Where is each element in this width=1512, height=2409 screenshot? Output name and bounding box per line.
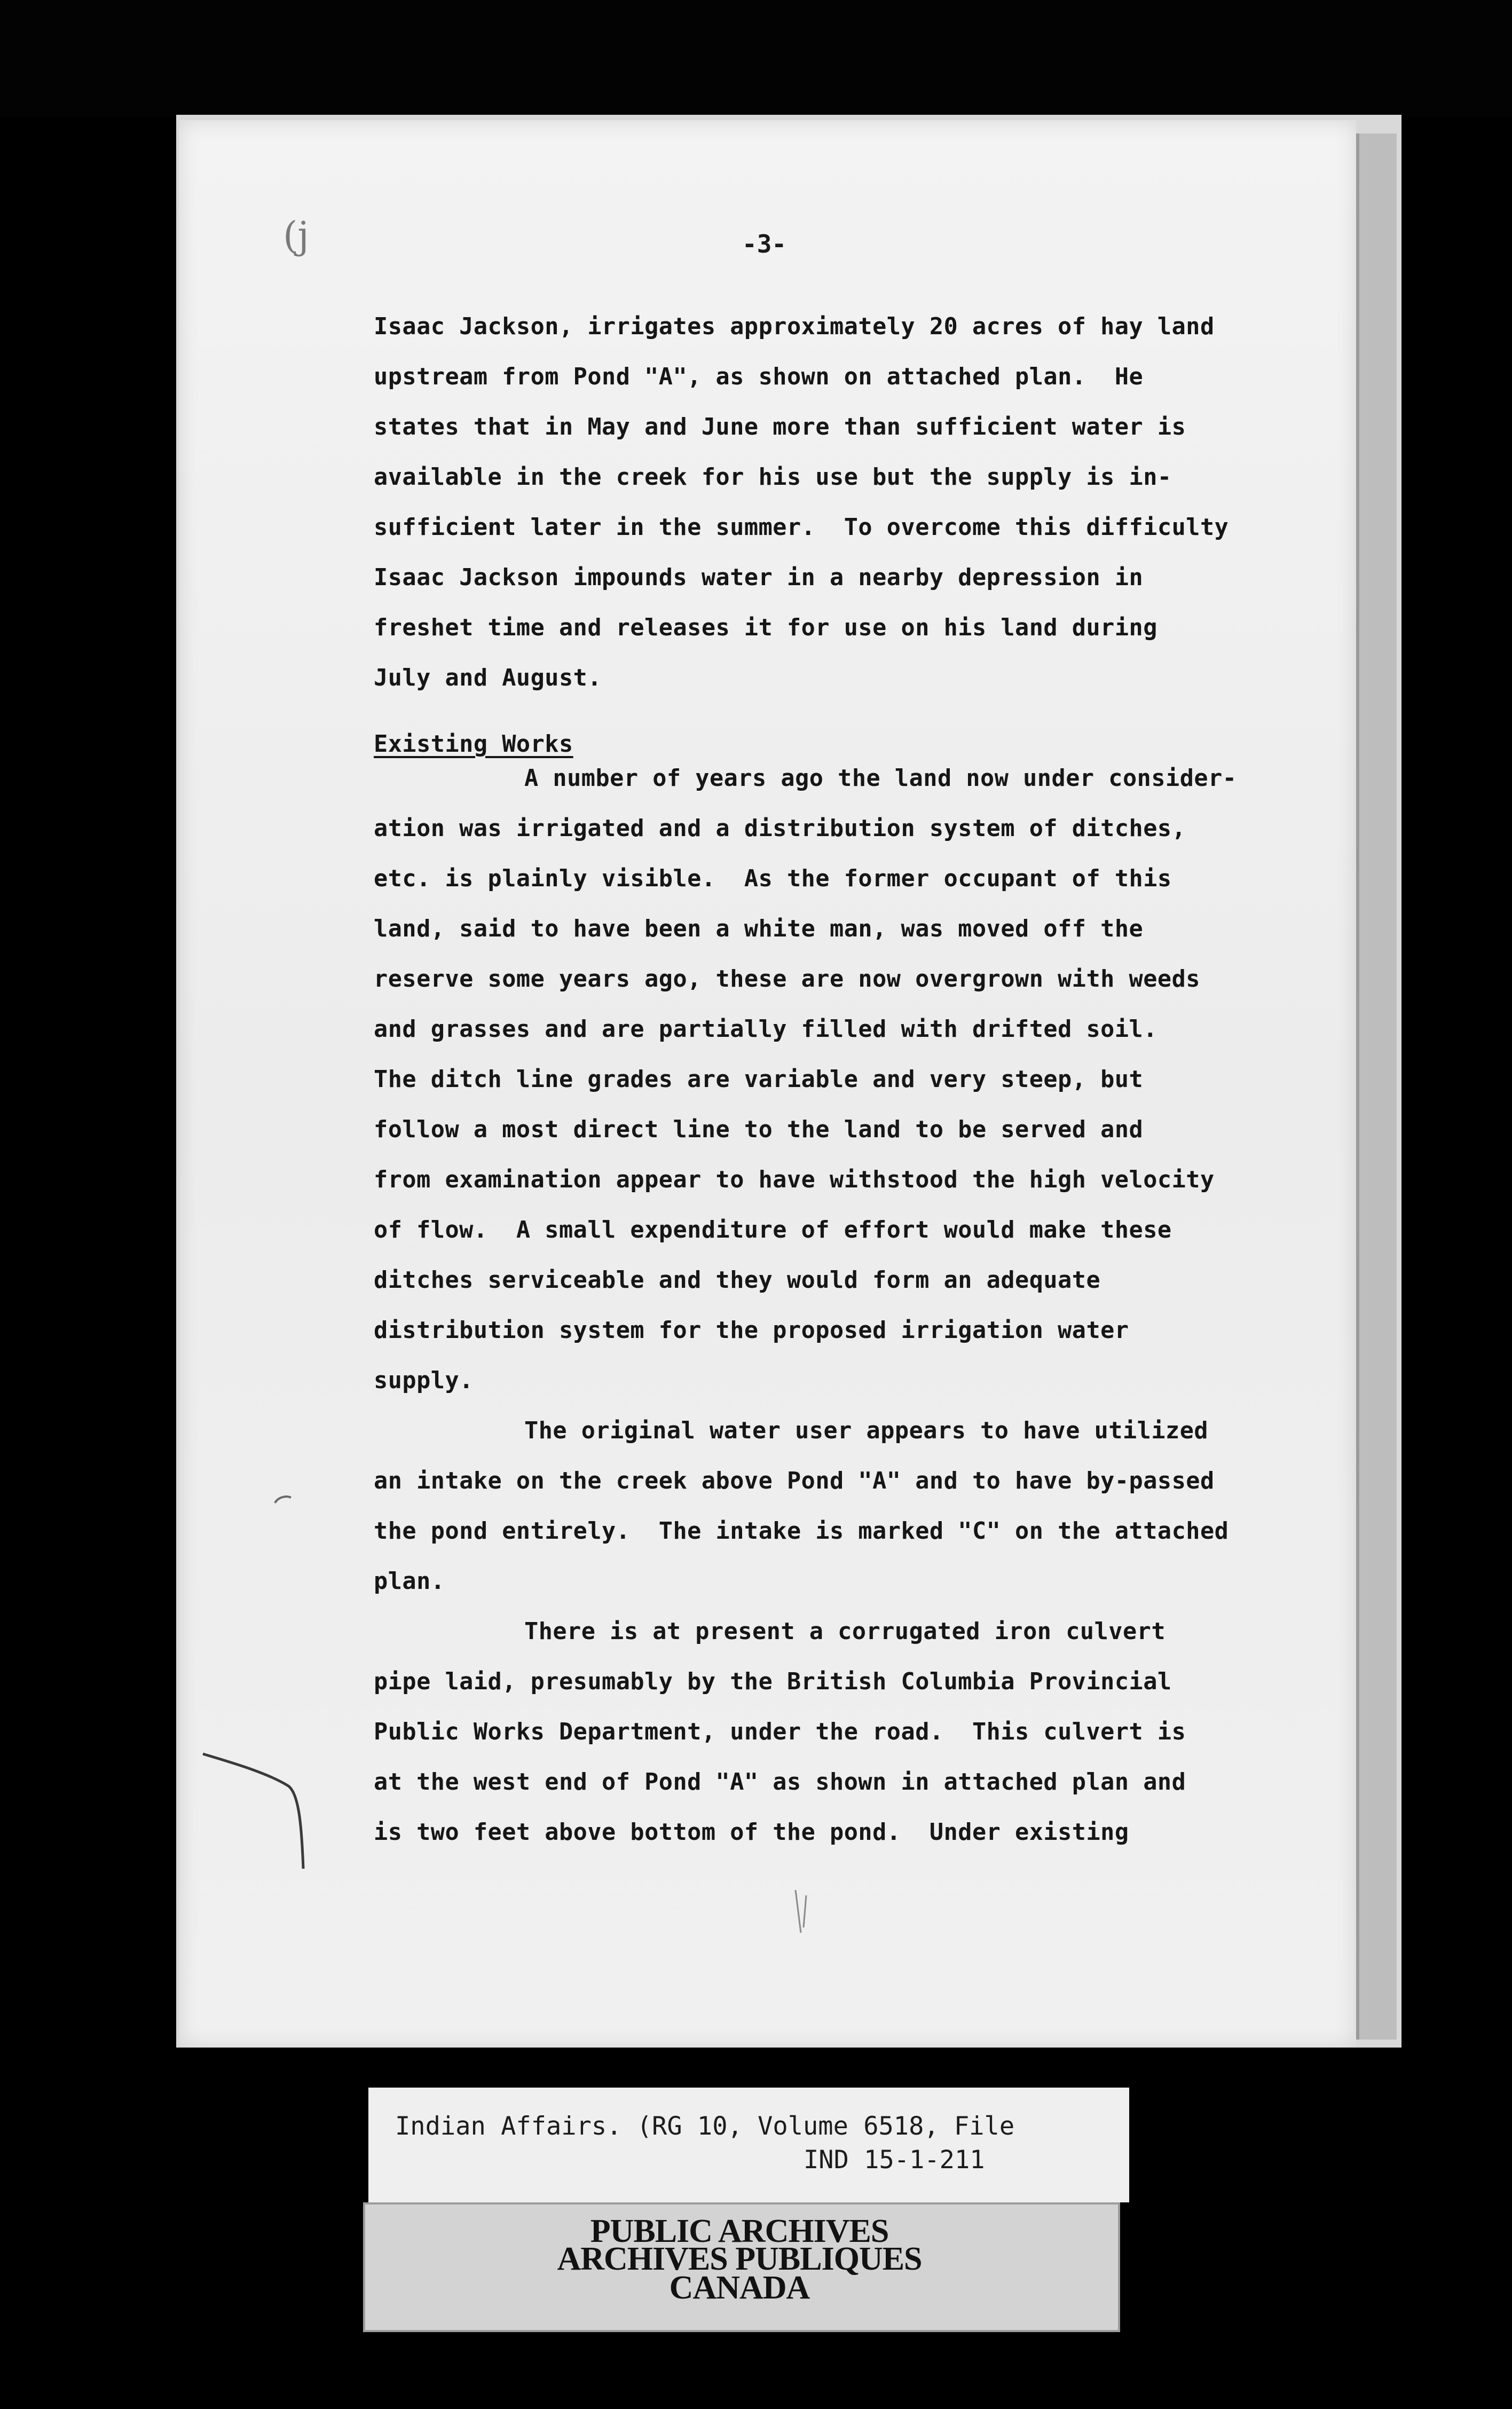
text-line: The ditch line grades are variable and very steep, but: [374, 1066, 1144, 1093]
archive-stamp-line-1: PUBLIC ARCHIVES: [590, 2213, 889, 2249]
archive-reference-line-2: IND 15-1-211: [804, 2145, 985, 2175]
text-line: etc. is plainly visible. As the former occupant of this: [374, 865, 1172, 892]
text-line: Public Works Department, under the road. This culvert is: [374, 1719, 1186, 1745]
text-line: an intake on the creek above Pond "A" and to have by-passed: [374, 1468, 1215, 1494]
text-line: ation was irrigated and a distribution system of ditches,: [374, 815, 1186, 842]
paragraph-4: [374, 1607, 1313, 1857]
text-line: supply.: [374, 1367, 474, 1394]
section-heading: Existing Works: [374, 731, 573, 758]
text-line: distribution system for the proposed irrigation water: [374, 1317, 1129, 1344]
text-line: and grasses and are partially filled with drifted soil.: [374, 1016, 1157, 1043]
text-line: ditches serviceable and they would form an adequate: [374, 1267, 1101, 1294]
text-line: upstream from Pond "A", as shown on attached plan. He: [374, 364, 1144, 390]
text-line: follow a most direct line to the land to be served and: [374, 1116, 1144, 1143]
text-line: available in the creek for his use but the supply is in-: [374, 464, 1172, 491]
text-line: states that in May and June more than sufficient water is: [374, 414, 1186, 440]
text-line: pipe laid, presumably by the British Columbia Provincial: [374, 1668, 1172, 1695]
text-line: is two feet above bottom of the pond. Under existing: [374, 1819, 1129, 1846]
page-number: -3-: [742, 230, 787, 258]
text-line: land, said to have been a white man, was moved off the: [374, 916, 1144, 942]
text-line: Isaac Jackson impounds water in a nearby depression in: [374, 564, 1144, 591]
archive-reference-line-1: Indian Affairs. (RG 10, Volume 6518, File: [395, 2112, 1015, 2141]
text-line: at the west end of Pond "A" as shown in attached plan and: [374, 1769, 1186, 1796]
text-line: The original water user appears to have utilized: [524, 1418, 1209, 1444]
text-line: freshet time and releases it for use on his land during: [374, 615, 1157, 641]
paragraph-3: [374, 1406, 1313, 1607]
paragraph-2: [374, 753, 1313, 1406]
paragraph-1: [374, 302, 1313, 703]
text-line: July and August.: [374, 665, 602, 691]
underlying-page-edge: [1356, 133, 1397, 2040]
archive-reference-label: [368, 2088, 1129, 2202]
text-line: There is at present a corrugated iron culvert: [524, 1618, 1166, 1645]
margin-pencil-mark: (j: [283, 214, 310, 257]
text-line: A number of years ago the land now under consider-: [524, 765, 1237, 792]
text-line: of flow. A small expenditure of effort would make these: [374, 1217, 1172, 1243]
film-border: [0, 0, 1512, 117]
document-body: [374, 302, 1313, 1857]
text-line: from examination appear to have withstood the high velocity: [374, 1167, 1215, 1193]
text-line: the pond entirely. The intake is marked "C" on the attached: [374, 1518, 1229, 1545]
text-line: plan.: [374, 1568, 445, 1595]
text-line: reserve some years ago, these are now overgrown with weeds: [374, 966, 1200, 993]
archive-stamp-line-2: ARCHIVES PUBLIQUES: [557, 2241, 922, 2277]
text-line: Isaac Jackson, irrigates approximately 20 acres of hay land: [374, 313, 1215, 340]
archive-stamp-line-3: CANADA: [669, 2270, 810, 2306]
text-line: sufficient later in the summer. To overcome this difficulty: [374, 514, 1229, 541]
